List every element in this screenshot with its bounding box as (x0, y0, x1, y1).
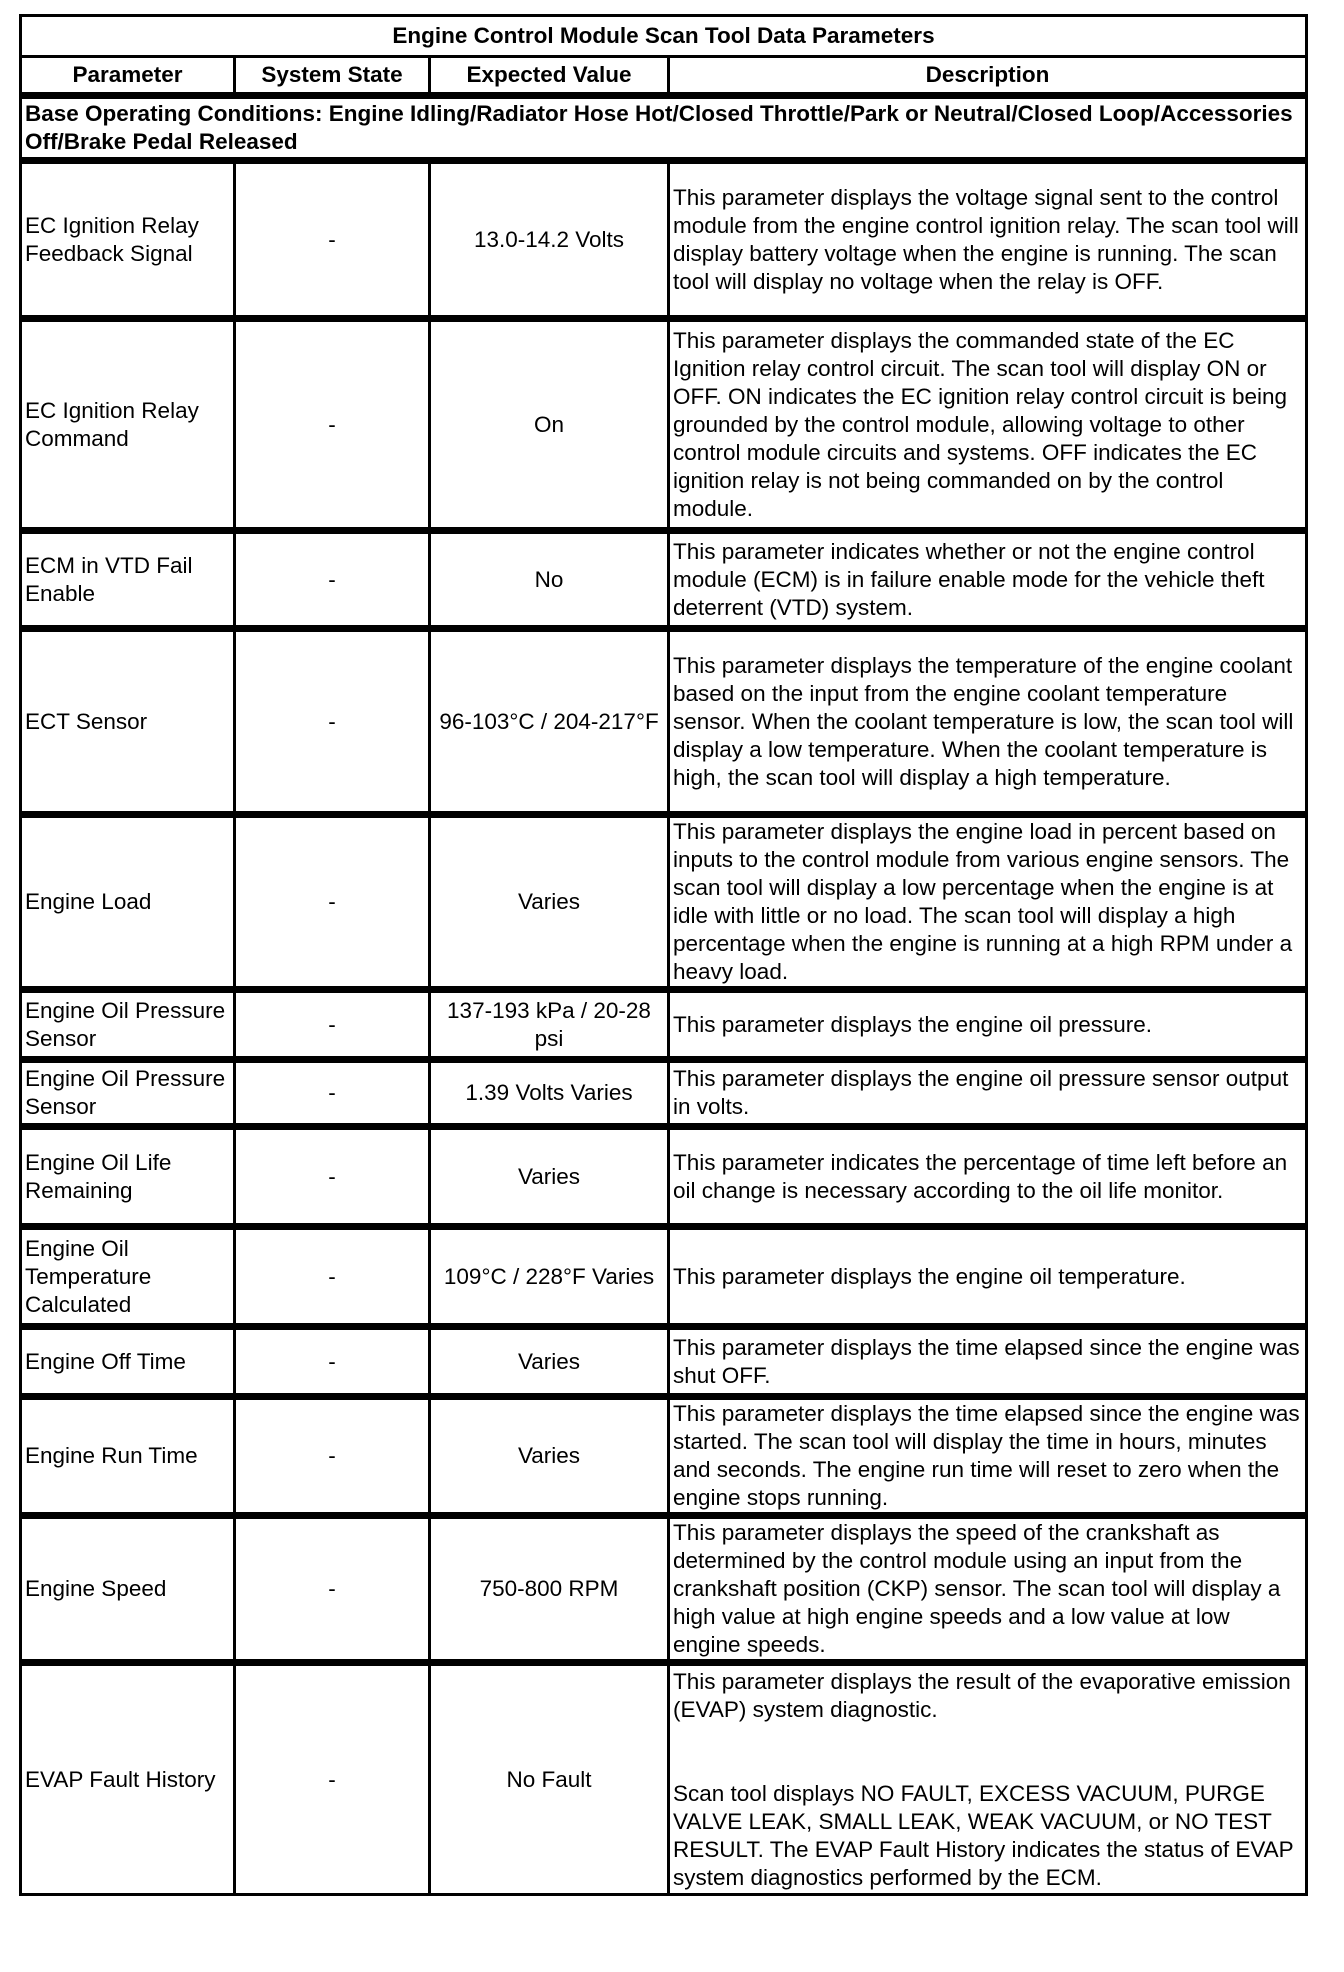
base-conditions-row (21, 96, 1307, 161)
description-cell: This parameter indicates the percentage of time left before an oil change is necessary according to the oil life monitor. (669, 1127, 1307, 1227)
system-state-cell: - (235, 1516, 430, 1663)
system-state-cell: - (235, 1127, 430, 1227)
header-row (21, 57, 1307, 96)
expected-value-cell: 750-800 RPM (430, 1516, 669, 1663)
table-row (21, 1397, 1307, 1516)
system-state-cell: - (235, 161, 430, 319)
parameter-cell: EVAP Fault History (21, 1663, 235, 1895)
parameter-cell: Engine Oil Pressure Sensor (21, 1060, 235, 1127)
table-title: Engine Control Module Scan Tool Data Parameters (21, 16, 1307, 57)
expected-value-cell: 1.39 Volts Varies (430, 1060, 669, 1127)
expected-value-cell: No Fault (430, 1663, 669, 1895)
title-row (21, 16, 1307, 57)
system-state-cell: - (235, 531, 430, 629)
table-row (21, 629, 1307, 815)
table-row (21, 1663, 1307, 1895)
expected-value-cell: Varies (430, 1327, 669, 1397)
base-operating-conditions: Base Operating Conditions: Engine Idling/Radiator Hose Hot/Closed Throttle/Park or Neutral/Closed Loop/Accessories Off/Brake Pedal Released (21, 96, 1307, 161)
parameter-cell: EC Ignition Relay Command (21, 319, 235, 531)
expected-value-cell: 13.0-14.2 Volts (430, 161, 669, 319)
parameter-cell: EC Ignition Relay Feedback Signal (21, 161, 235, 319)
system-state-cell: - (235, 1060, 430, 1127)
description-cell: This parameter displays the engine oil pressure. (669, 990, 1307, 1060)
expected-value-cell: Varies (430, 1397, 669, 1516)
description-paragraph: Scan tool displays NO FAULT, EXCESS VACUUM, PURGE VALVE LEAK, SMALL LEAK, WEAK VACUUM, or NO TEST RESULT. The EVAP Fault History indicates the status of EVAP system diagnostics performed by the ECM. (673, 1780, 1294, 1890)
description-cell (669, 1663, 1307, 1895)
column-header-expected-value: Expected Value (430, 57, 669, 96)
description-cell: This parameter displays the engine load in percent based on inputs to the control module from various engine sensors. The scan tool will display a low percentage when the engine is at idle with little or no load. The scan tool will display a high percentage when the engine is running at a high RPM under a heavy load. (669, 815, 1307, 990)
expected-value-cell: 109°C / 228°F Varies (430, 1227, 669, 1327)
system-state-cell: - (235, 319, 430, 531)
description-cell: This parameter displays the time elapsed since the engine was started. The scan tool will display the time in hours, minutes and seconds. The engine run time will reset to zero when the engine stops running. (669, 1397, 1307, 1516)
expected-value-cell: On (430, 319, 669, 531)
table-row (21, 990, 1307, 1060)
expected-value-cell: Varies (430, 815, 669, 990)
system-state-cell: - (235, 1327, 430, 1397)
parameter-cell: Engine Speed (21, 1516, 235, 1663)
paragraph-gap (673, 1724, 1302, 1780)
description-cell: This parameter displays the time elapsed since the engine was shut OFF. (669, 1327, 1307, 1397)
table-row (21, 319, 1307, 531)
system-state-cell: - (235, 629, 430, 815)
table-row (21, 1127, 1307, 1227)
parameter-cell: Engine Run Time (21, 1397, 235, 1516)
parameter-cell: Engine Oil Temperature Calculated (21, 1227, 235, 1327)
table-row (21, 531, 1307, 629)
table-row (21, 1227, 1307, 1327)
description-cell: This parameter displays the voltage signal sent to the control module from the engine control ignition relay. The scan tool will display battery voltage when the engine is running. The scan tool will display no voltage when the relay is OFF. (669, 161, 1307, 319)
column-header-description: Description (669, 57, 1307, 96)
description-cell: This parameter indicates whether or not the engine control module (ECM) is in failure enable mode for the vehicle theft deterrent (VTD) system. (669, 531, 1307, 629)
table-row (21, 161, 1307, 319)
expected-value-cell: 137-193 kPa / 20-28 psi (430, 990, 669, 1060)
expected-value-cell: Varies (430, 1127, 669, 1227)
system-state-cell: - (235, 815, 430, 990)
parameter-cell: ECT Sensor (21, 629, 235, 815)
table-row (21, 1327, 1307, 1397)
description-paragraph: This parameter displays the result of the evaporative emission (EVAP) system diagnostic. (673, 1668, 1291, 1722)
parameter-cell: Engine Off Time (21, 1327, 235, 1397)
parameter-cell: Engine Oil Life Remaining (21, 1127, 235, 1227)
system-state-cell: - (235, 1227, 430, 1327)
system-state-cell: - (235, 990, 430, 1060)
column-header-system-state: System State (235, 57, 430, 96)
column-header-parameter: Parameter (21, 57, 235, 96)
expected-value-cell: 96-103°C / 204-217°F (430, 629, 669, 815)
document-page (19, 14, 1305, 1896)
system-state-cell: - (235, 1663, 430, 1895)
system-state-cell: - (235, 1397, 430, 1516)
expected-value-cell: No (430, 531, 669, 629)
parameter-cell: Engine Oil Pressure Sensor (21, 990, 235, 1060)
description-cell: This parameter displays the engine oil temperature. (669, 1227, 1307, 1327)
table-row (21, 815, 1307, 990)
parameter-cell: ECM in VTD Fail Enable (21, 531, 235, 629)
table-row (21, 1516, 1307, 1663)
description-cell: This parameter displays the commanded state of the EC Ignition relay control circuit. The scan tool will display ON or OFF. ON indicates the EC ignition relay control circuit is being grounded by the control module, allowing voltage to other control module circuits and systems. OFF indicates the EC ignition relay is not being commanded on by the control module. (669, 319, 1307, 531)
parameter-cell: Engine Load (21, 815, 235, 990)
table-row (21, 1060, 1307, 1127)
description-cell: This parameter displays the temperature of the engine coolant based on the input from the engine coolant temperature sensor. When the coolant temperature is low, the scan tool will display a low temperature. When the coolant temperature is high, the scan tool will display a high temperature. (669, 629, 1307, 815)
scan-tool-data-table (19, 14, 1308, 1896)
description-cell: This parameter displays the engine oil pressure sensor output in volts. (669, 1060, 1307, 1127)
description-cell: This parameter displays the speed of the crankshaft as determined by the control module using an input from the crankshaft position (CKP) sensor. The scan tool will display a high value at high engine speeds and a low value at low engine speeds. (669, 1516, 1307, 1663)
